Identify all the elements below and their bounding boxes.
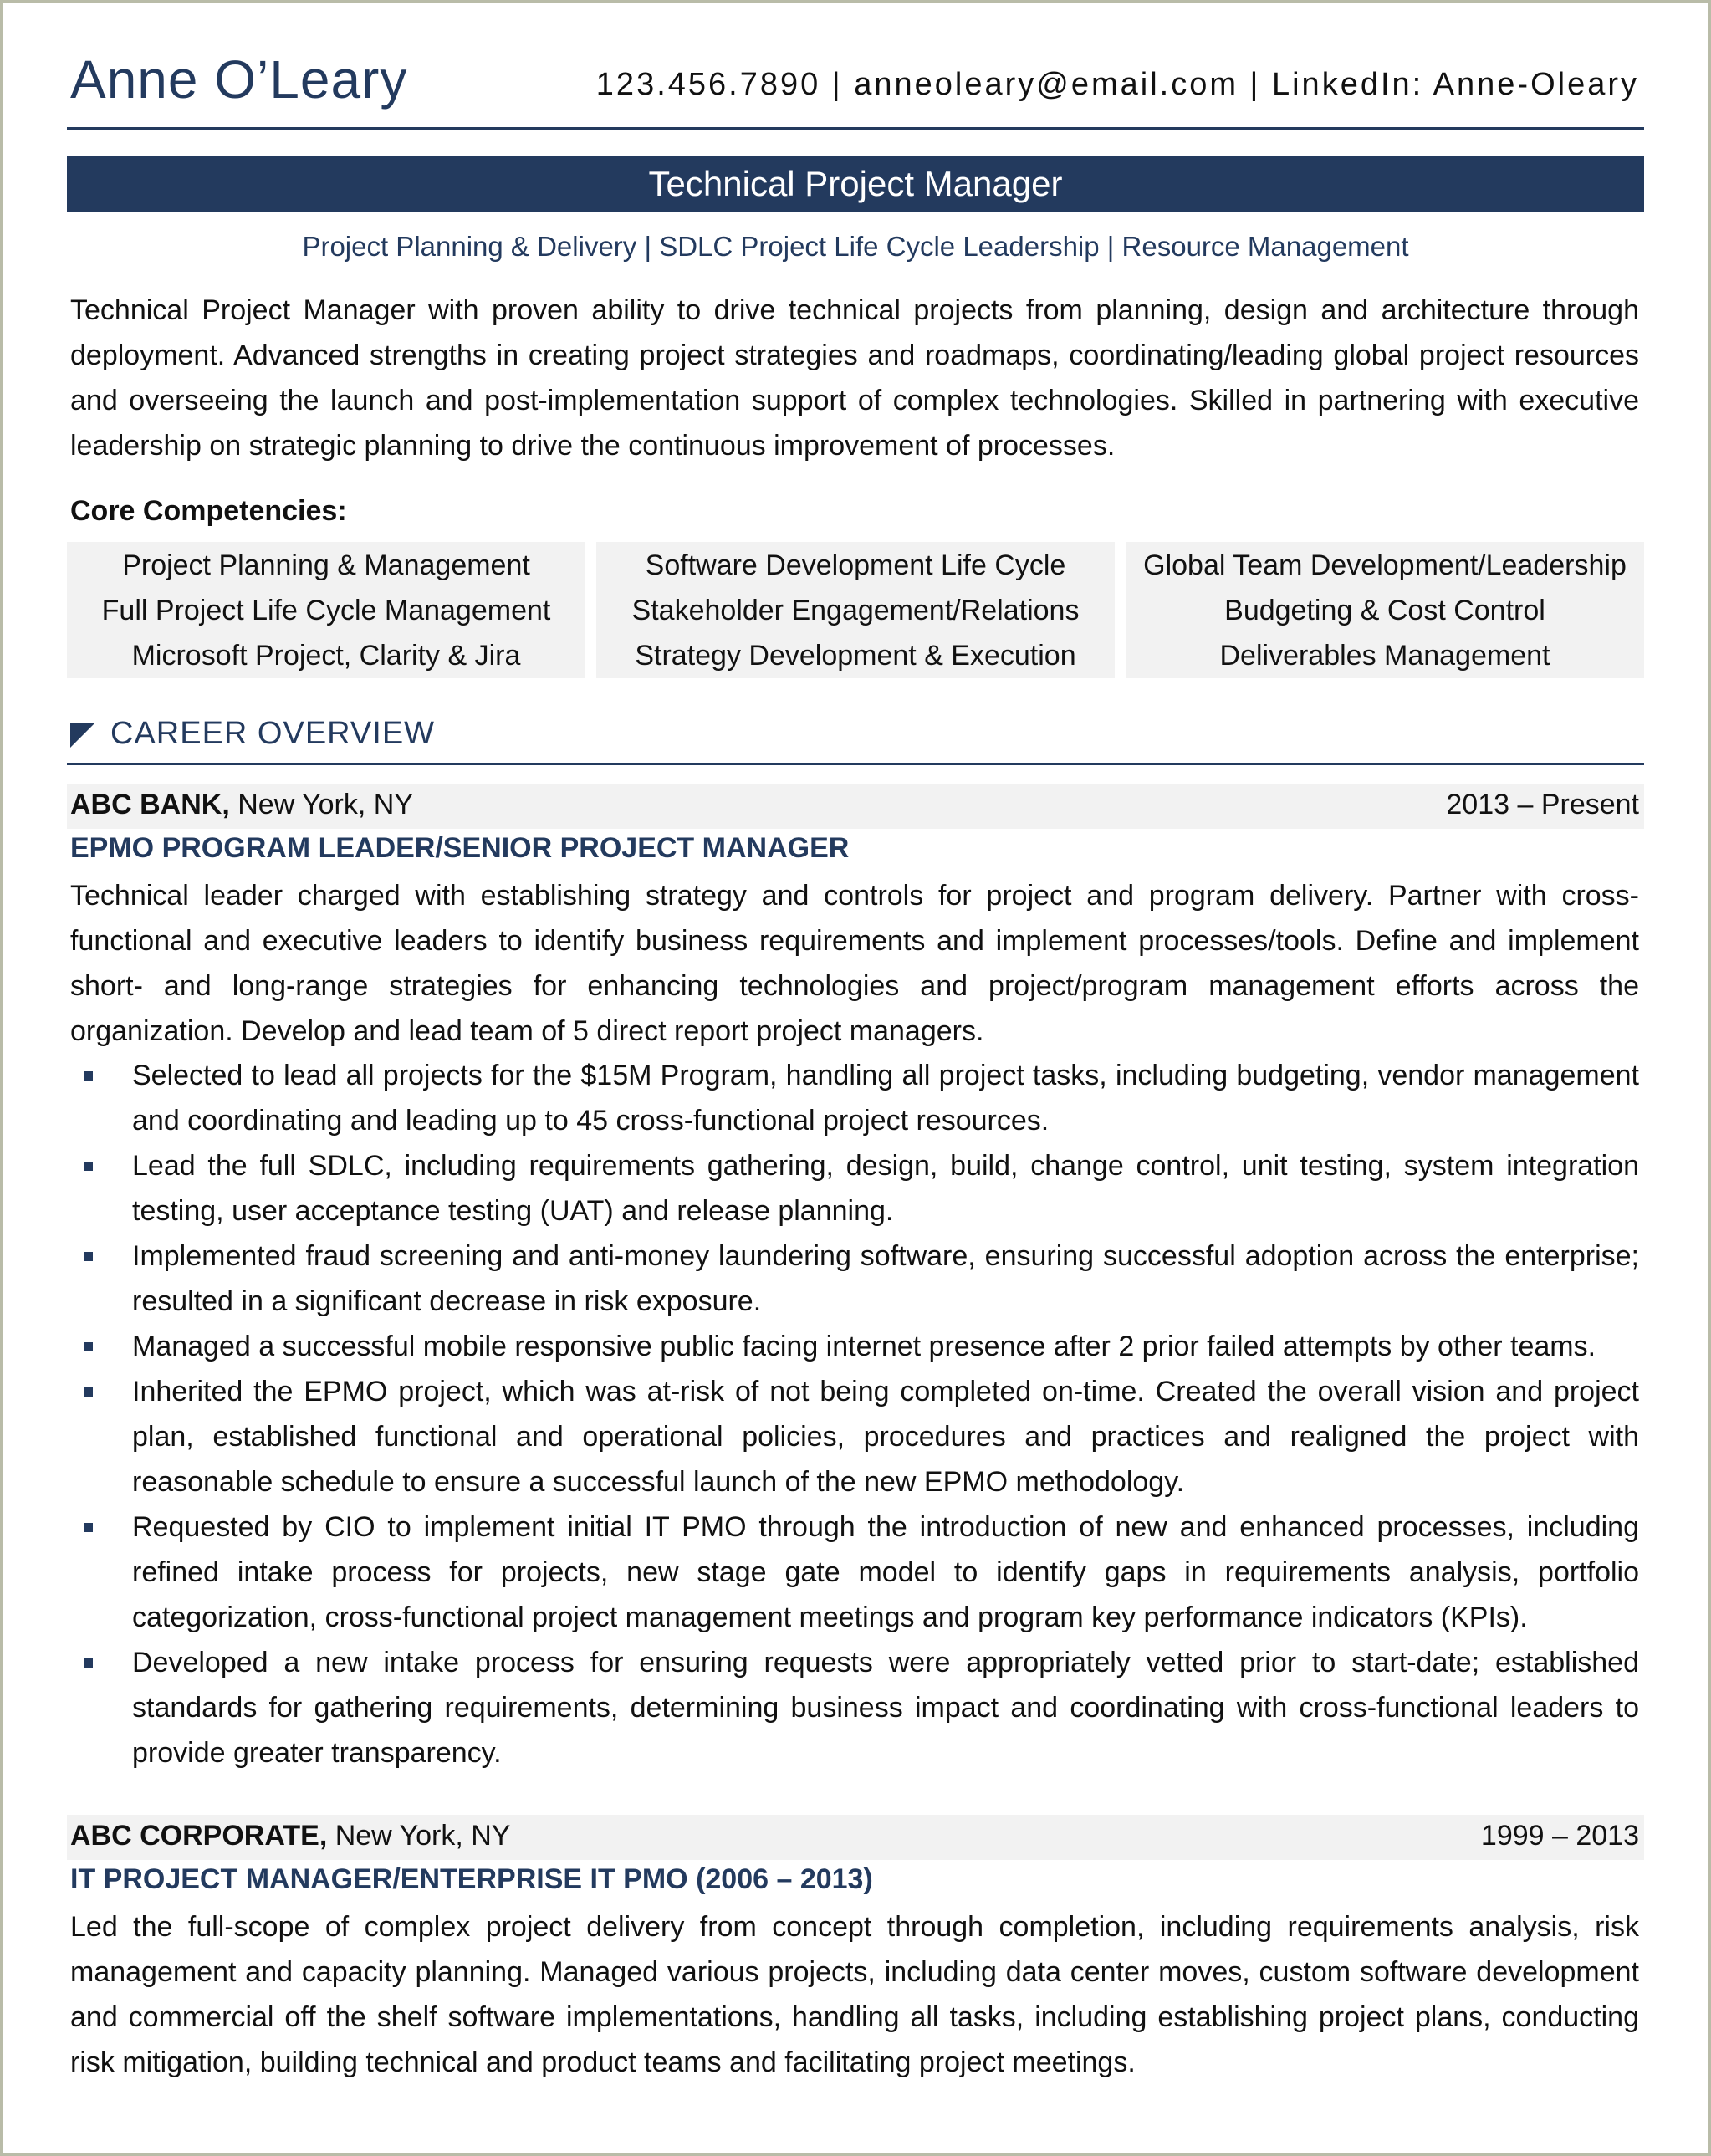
bullet-square-icon — [84, 1162, 93, 1171]
competency-item: Microsoft Project, Clarity & Jira — [131, 640, 521, 672]
bullet-text: Developed a new intake process for ensuring requests were appropriately vetted prior to start-date; established standards for gathering requirements, determining business impact and coordinating with cross-functional leaders to provide greater transparency. — [132, 1647, 1639, 1769]
bullet-text: Inherited the EPMO project, which was at-risk of not being completed on-time. Created the overall vision and project plan, established functional and operational policies, procedures and practices and realigned the project with reasonable schedule to ensure a successful launch of the new EPMO methodology. — [132, 1376, 1639, 1498]
bullet-square-icon — [84, 1658, 93, 1668]
bullet-text: Lead the full SDLC, including requirements gathering, design, build, change control, unit testing, system integration testing, user acceptance testing (UAT) and release planning. — [132, 1150, 1639, 1227]
job-description: Technical leader charged with establishing strategy and controls for project and program delivery. Partner with cross-functional and executive leaders to identify business requirements and implement processes/tools. Define and implement short- and long-range strategies for enhancing technologies and project/program management efforts across the organization. Develop and lead team of 5 direct report project managers. — [70, 880, 1639, 1047]
candidate-name: Anne O’Leary — [70, 49, 408, 110]
bullet-square-icon — [84, 1342, 93, 1351]
list-item — [70, 1505, 1639, 1640]
bullet-text: Implemented fraud screening and anti-money laundering software, ensuring successful adoption across the enterprise; resulted in a significant decrease in risk exposure. — [132, 1240, 1639, 1317]
header-rule — [67, 127, 1644, 130]
tagline: Project Planning & Delivery | SDLC Project Life Cycle Leadership | Resource Management — [302, 231, 1409, 262]
competency-column-2 — [596, 542, 1115, 678]
employer-location: New York, NY — [335, 1820, 511, 1852]
job-dates: 2013 – Present — [1446, 789, 1639, 820]
employer-location: New York, NY — [237, 789, 413, 820]
bullet-text: Managed a successful mobile responsive public facing internet presence after 2 prior failed attempts by other teams. — [132, 1331, 1596, 1362]
competency-item: Global Team Development/Leadership — [1143, 549, 1627, 581]
employer — [70, 1820, 510, 1852]
contact-info: 123.456.7890 | anneoleary@email.com | LinkedIn: Anne-Oleary — [595, 67, 1639, 102]
competency-item: Deliverables Management — [1219, 640, 1550, 672]
bullet-square-icon — [84, 1071, 93, 1081]
job-dates: 1999 – 2013 — [1480, 1820, 1639, 1852]
summary-paragraph: Technical Project Manager with proven ability to drive technical projects from planning, design and architecture through deployment. Advanced strengths in creating project strategies and roadmaps, coordinating/leading global project resources and overseeing the launch and post-implementation support of complex technologies. Skilled in partnering with executive leadership on strategic planning to drive the continuous improvement of processes. — [70, 294, 1639, 462]
bullet-square-icon — [84, 1523, 93, 1532]
bullet-text: Selected to lead all projects for the $15M Program, handling all project tasks, including budgeting, vendor management and coordinating and leading up to 45 cross-functional project resources. — [132, 1060, 1639, 1137]
position-title: EPMO PROGRAM LEADER/SENIOR PROJECT MANAGER — [70, 832, 850, 864]
section-triangle-icon — [70, 723, 95, 748]
bullet-square-icon — [84, 1252, 93, 1261]
competency-column-3 — [1126, 542, 1644, 678]
competency-item: Project Planning & Management — [122, 549, 530, 581]
job-title-banner: Technical Project Manager — [67, 156, 1644, 212]
job-header-abc-corporate — [67, 1815, 1644, 1860]
competency-column-1 — [67, 542, 585, 678]
job-description: Led the full-scope of complex project delivery from concept through completion, including requirements analysis, risk management and capacity planning. Managed various projects, including data center moves, custom software development and commercial off the shelf software implementations, handling all tasks, including establishing project plans, conducting risk mitigation, building technical and product teams and facilitating project meetings. — [70, 1911, 1639, 2078]
section-rule — [67, 763, 1644, 765]
position-title: IT PROJECT MANAGER/ENTERPRISE IT PMO (2006 – 2013) — [70, 1863, 873, 1895]
list-item — [70, 1053, 1639, 1143]
achievement-list — [70, 1053, 1639, 1775]
competency-item: Strategy Development & Execution — [635, 640, 1076, 672]
job-header-abc-bank — [67, 784, 1644, 829]
employer — [70, 789, 413, 821]
list-item — [70, 1234, 1639, 1324]
bullet-square-icon — [84, 1387, 93, 1397]
section-title: CAREER OVERVIEW — [110, 716, 436, 751]
list-item — [70, 1369, 1639, 1505]
employer-name: ABC BANK, — [70, 789, 230, 820]
employer-name: ABC CORPORATE, — [70, 1820, 328, 1852]
resume-header — [67, 49, 1644, 117]
competency-item: Stakeholder Engagement/Relations — [631, 595, 1080, 626]
list-item — [70, 1324, 1639, 1369]
bullet-text: Requested by CIO to implement initial IT PMO through the introduction of new and enhanced processes, including refined intake process for projects, new stage gate model to identify gaps in requirements analysis, portfolio categorization, cross-functional project management meetings and program key performance indicators (KPIs). — [132, 1511, 1639, 1633]
list-item — [70, 1640, 1639, 1775]
list-item — [70, 1143, 1639, 1234]
competency-item: Budgeting & Cost Control — [1224, 595, 1545, 626]
competency-item: Software Development Life Cycle — [645, 549, 1066, 581]
core-competencies-heading: Core Competencies: — [70, 495, 347, 527]
competency-item: Full Project Life Cycle Management — [101, 595, 551, 626]
